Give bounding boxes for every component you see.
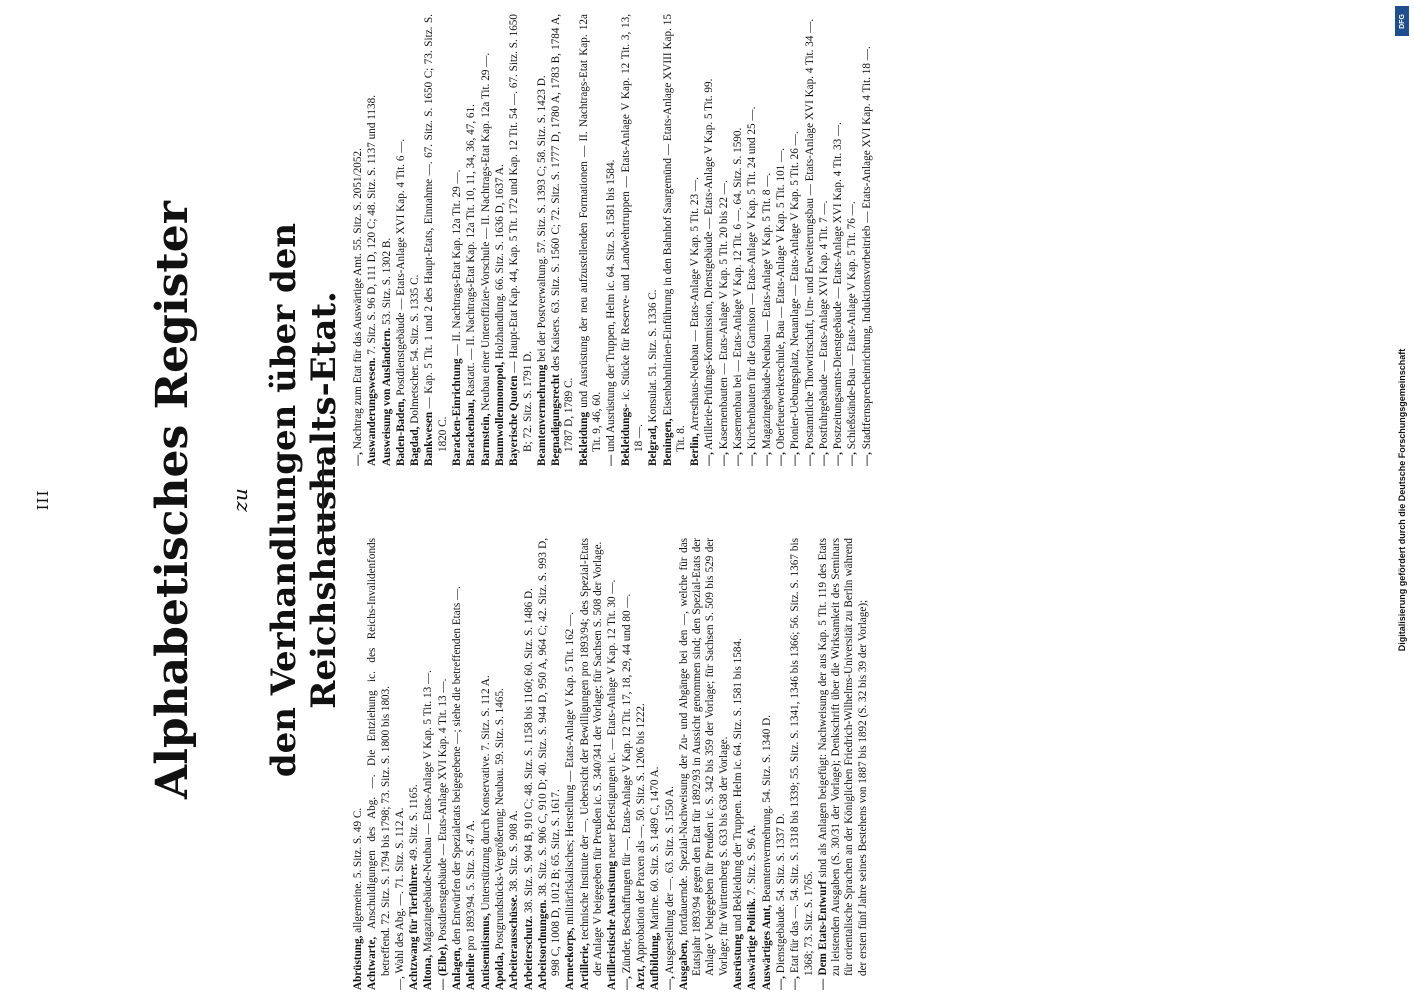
index-entry-text: Ausgestellung der —. 63. Sitz. S. 1550 A. [663,786,676,974]
index-entry [494,538,507,990]
index-entry [394,538,407,990]
index-entry-heading: —, [817,452,830,466]
index-entry-heading: Altona, [422,954,435,990]
index-entry [508,538,521,990]
index-entry-text: Dolmetscher. 54. Sitz. S. 1335 C. [409,274,422,424]
index-entry-text: Eisenbahnlinien-Einführung in den Bahnhof Saargemünd — Etats-Anlage XVIII Kap. 15 Tit. 8. [661,14,687,452]
index-entry [817,538,870,990]
index-entry-text: und Ausrüstung der Truppen, Helm ic. 64. Sitz. S. 1581 bis 1584. [605,159,618,453]
index-entry [649,538,662,990]
index-entry [775,14,788,466]
index-entry-text: sind als Anlagen beigefügt: Nachweisung der aus Kap. 5 Tit. 119 des Etats zu leistenden Ausgaben (S. 30/31 der Vorlage); Denkschrift über die Wirksamkeit des Seminars für orientalische Sprachen an der Königlichen Friedrich-Wilhelms-Universität zu Berlin während der ersten fünf Jahre seines Bestehens von 1887 bis 1892 (S. 32 bis 39 der Vorlage); [816,538,869,976]
index-entry-heading: Arbeiterausschüsse. [508,894,521,990]
index-entry [703,14,716,466]
index-entry-heading: Arbeitsordnungen. [536,899,549,990]
index-entry-text: und Bekleidung der Truppen. Helm ic. 64. Sitz. S. 1581 bis 1584. [732,638,745,932]
index-entry [846,14,859,466]
index-entry-text: Postdienstgebäude — Etats-Anlage XVI Kap. 4 Tit. 6 —. [394,138,407,396]
index-entry [832,14,845,466]
index-entry-text: Zünder, Beschaffungen für —. Etats-Anlage V Kap. 12 Tit. 17, 18, 29, 44 und 80 —. [620,593,633,974]
index-entry-heading: Bekleidungs- [619,403,632,466]
index-entry [366,538,393,990]
index-entry-heading: —, [746,452,759,466]
index-entry-heading: Berlin, [689,433,702,466]
index-entry-heading: Beamtenvermehrung [535,364,548,466]
index-entry-text: — II. Nachtrags-Etat Kap. 12a Tit. 29 —. [451,169,464,356]
index-entry-heading: Barmstein, [479,413,492,466]
index-entry [789,14,802,466]
index-entry-text: Magazingebäude-Neubau — Etats-Anlage V Kap. 5 Tit. 8 —. [760,172,773,450]
index-entry [437,538,450,990]
digitization-note-text: Digitalisierung gefördert durch die Deutsche Forschungsgemeinschaft [1397,348,1407,652]
index-entry-heading: Bayerische Quoten [508,375,521,466]
index-entry-heading: Artillerie, [578,943,591,990]
index-entry [732,14,745,466]
index-entry-text: 38. Sitz. S. 904 B, 910 C; 48. Sitz. S. 1158 bis 1160; 60. Sitz. S. 1486 D. [522,588,535,913]
index-entry-heading: — Dem Etats-Entwurf [816,880,829,990]
index-entry [480,14,493,466]
index-entry-text: 49. Sitz. S. 1165. [408,784,421,861]
index-entry [789,538,816,990]
dfg-logo-text: DFG [1398,13,1406,29]
index-entry-text: Konsulat. 51. Sitz. S. 1336 C. [647,289,660,423]
index-entry [861,14,874,466]
index-entry-text: Etat für das —. 54. Sitz. S. 1318 bis 1339; 55. Sitz. S. 1341, 1346 bis 1366; 56. Sitz. S. 1367 bis 1368; 73. Sitz. S. 1765. [789,538,815,976]
index-entry [746,538,759,990]
index-entry-text: Beamtenvermehrung. 54. Sitz. S. 1340 D. [760,715,773,903]
index-entry-heading: —, [860,452,873,466]
index-entry-text: neuer Befestigungen ic. — Etats-Anlage V Kap. 12 Tit. 30 —. [606,579,619,859]
index-entry-heading: Baracken-Einrichtung [451,358,464,466]
index-entry-text: 7. Sitz. S. 96 A. [746,824,759,896]
index-entry [395,14,408,466]
index-entry [620,14,647,466]
index-entry [662,14,689,466]
index-entry [451,538,464,990]
index-entry-heading: —, [760,452,773,466]
index-entry [578,14,605,466]
index-entry [366,14,379,466]
index-entry-heading: —, [717,452,730,466]
index-entry-text: Schießstände-Bau — Etats-Anlage V Kap. 5 Tit. 76 —. [846,201,859,450]
index-entry [508,14,535,466]
index-entry-text: Kasernenbau bei — Etats-Anlage V Kap. 12 Tit. 6 —. 64. Sitz. S. 1590. [732,127,745,450]
index-entry-heading: Artilleristische Ausrüstung [606,861,619,990]
index-entry [408,538,421,990]
index-entry-heading: —, [846,452,859,466]
index-entry [664,538,677,990]
title-divider [322,460,324,540]
index-entry-text: Neubau einer Unteroffizier-Vorschule — II. Nachtrags-Etat Kap. 12a Tit. 29 —. [479,52,492,411]
index-entry-text: Kirchenbauten für die Garnison — Etats-Anlage V Kap. 5 Tit. 24 und 25 —. [746,106,759,450]
index-entry [381,14,394,466]
index-entry-text: Postfuhrgebäude — Etats-Anlage XVI Kap. 4 Tit. 7 —. [817,200,830,450]
index-entry-heading: Baden-Baden, [394,398,407,466]
index-entry-text: —, Wahl des Abg. —. 71. Sitz. S. 112 A. [393,807,406,990]
index-entry-text: 38. Sitz. S. 908 A. [508,810,521,892]
index-entry-text: 53. Sitz. S. 1302 B. [380,237,393,325]
index-entry-heading: Auswärtige Politik. [746,898,759,990]
index-entry-heading: — (Elbe), [436,944,449,990]
index-entry [718,14,731,466]
index-entry-text: Marine. 60. Sitz. S. 1489 C, 1470 A. [649,766,662,930]
index-entry-heading: —, [774,976,787,990]
index-entry-heading: Bagdad, [409,426,422,466]
index-entry-heading: —, [774,452,787,466]
index-entry [480,538,493,990]
index-entry-heading: — [605,454,618,466]
index-entry-heading: Ausgaben, [677,939,690,990]
index-entry [422,538,435,990]
index-entry-heading: Achtwarte, [366,936,379,990]
index-entry-text: Pionier-Uebungsplatz, Neuanlage — Etats-Anlage V Kap. 5 Tit. 26 —. [789,131,802,450]
index-entry [523,538,536,990]
index-entry-text: allgemeine. 5. Sitz. S. 49 C. [352,807,364,933]
index-entry-text: Postgrundstücks-Vergrößerung; Neubau. 59. Sitz. S. 1465. [493,688,506,950]
index-entry-text: bei der Postverwaltung. 57. Sitz. S. 1393 C; 58. Sitz. S. 1423 D. [535,75,548,362]
index-entry [564,538,577,990]
index-entry-heading: —, [832,452,845,466]
index-entry-heading: Auswanderungswesen. [366,357,379,466]
index-entry [804,14,817,466]
index-entry-heading: —, [663,976,676,990]
index-entry-heading: Auswärtiges Amt, [760,904,773,990]
index-entry-heading: Beningen, [661,418,674,466]
index-entry-heading: Arbeiterschutz. [522,915,535,990]
index-entry [689,14,702,466]
index-entry [352,538,365,990]
index-entry-text: Oberfeuerwerkerschule, Bau — Etats-Anlage V Kap. 5 Tit. 101 —. [774,147,787,450]
index-entry [494,14,507,466]
index-entry-heading: Ausweisung von Ausländern. [380,327,393,466]
index-entry [761,14,774,466]
index-entry-text: Postzeitungsamts-Dienstgebäude — Etats-Anlage XVI Kap. 4 Tit. 33 —. [832,122,845,450]
dfg-logo [1395,6,1409,36]
index-entry-text: Rastatt. — II. Nachtrags-Etat Kap. 12a Tit. 10, 11, 34, 36, 47, 61. [465,104,478,397]
index-entry-text: Approbation der Praxen als —. 50. Sitz. S. 1206 bis 1222. [634,703,647,964]
index-entry [579,538,606,990]
index-entry [761,538,774,990]
index-entry-heading: —, [803,452,816,466]
index-entry-heading: Abrüstung, [352,935,364,990]
index-entry [621,538,634,990]
index-entry-text: Stadtfernsprecheinrichtung, Induktionsvorbeitrieb — Etats-Anlage XVI Kap. 4 Tit. 18 —. [860,46,873,450]
index-entry-text: den Entwürfen der Spezialetats beigegebene —; siehe die betreffenden Etats —. [451,586,464,945]
index-entry-text: Postdienstgebäude — Etats-Anlage XVI Kap. 4 Tit. 13 —. [436,678,449,942]
index-entry-heading: —, [789,452,802,466]
index-entry [647,14,660,466]
index-entry-text: — Haupt-Etat Kap. 44, Kap. 5 Tit. 172 und Kap. 12 Tit. 54 —. 67. Sitz. S. 1650 B; 72. Sitz. S. 1791 D. [508,14,534,452]
index-entry [465,538,478,990]
index-entry-heading: —, [703,452,716,466]
index-entry [465,14,478,466]
index-entry-heading: —, [352,452,364,466]
page-subtitle: den Verhandlungen über den Reichshaushalts-Etat. [264,222,344,778]
index-entry-text: fortdauernde. Spezial-Nachweisung der Zu- und Abgänge bei den —, welche für das Etatsjahr 1893/94 gegen den Etat für 1892/93 in Aussicht genommen sind; den Spezial-Etats der Anlage V beigegeben für Preußen ic. S. 342 bis 359 der Vorlage; für Sachsen S. 509 bis 529 der Vorlage; für Württemberg S. 633 bis 638 der Vorlage. [677,538,730,976]
index-entry [536,14,549,466]
index-entry-text: pro 1893/94. 5. Sitz. S. 47 A. [465,820,478,951]
index-entry [550,14,577,466]
index-entry [537,538,564,990]
index-entry-text: Unterstützung durch Konservative. 7. Sitz. S. 112 A. [479,675,492,911]
page-number: III [34,489,52,511]
index-entry-heading: Baumwollenmonopol, [493,361,506,466]
index-entry-text: Holzhandlung. 66. Sitz. S. 1636 D, 1637 A. [493,164,506,360]
index-entry-heading: Achtzwang für Tierführer. [408,863,421,990]
index-entry-text: und Ausrüstung der neu aufzustellenden Formationen — II. Nachtrags-Etat Kap. 12a Tit. 9, 46, 60. [577,14,604,452]
index-entry [678,538,731,990]
index-entry-heading: —, [732,452,745,466]
index-entry-heading: Barackenbau, [465,399,478,466]
page-title: Alphabetisches Register [147,201,198,799]
index-entry-text: ic. Stücke für Reserve- und Landwehrtruppen — Etats-Anlage V Kap. 12 Tit. 3, 13, 18 —. [619,14,645,452]
index-entry-text: — Kap. 5 Tit. 1 und 2 des Haupt-Etats, Einnahme —. 67. Sitz. S. 1650 C; 73. Sitz. S. 1820 C. [423,14,449,452]
index-entry-text: des Kaisers. 63. Sitz. S. 1560 C; 72. Sitz. S. 1777 D, 1780 A, 1783 B, 1784 A, 1787 D, 1789 C. [550,14,576,452]
index-entry-heading: Bekleidung [577,411,590,466]
index-entry [423,14,450,466]
index-entry-heading: Anleihe [465,953,478,990]
index-entry [451,14,464,466]
index-entry [746,14,759,466]
index-entry-heading: —, [789,976,802,990]
index-entry-heading: Belgrad, [647,425,660,466]
index-entry-heading: Bankwesen [423,411,436,466]
index-entry-text: Arresthaus-Neubau — Etats-Anlage V Kap. 5 Tit. 23 —. [689,177,702,432]
index-entry-text: Nachtrag zum Etat für das Auswärtige Amt. 55. Sitz. S. 2051/2052. [352,148,364,450]
index-entry-text: militärfiskalisches; Herstellung — Etats-Anlage V Kap. 5 Tit. 162 —. [564,611,577,925]
title-connector: zu [228,488,252,512]
index-entry-heading: —, [620,976,633,990]
index-entry [605,14,618,466]
index-entry-heading: Ausrüstung [732,934,745,990]
index-entry-text: Kasernenbauten — Etats-Anlage V Kap. 5 Tit. 20 bis 22 —. [717,180,730,450]
index-entry-heading: Apolda, [493,952,506,990]
index-entry [818,14,831,466]
index-entry-text: Dienstgebäude. 54. Sitz. S. 1337 D. [774,813,787,974]
digitization-note [1393,10,1411,990]
index-entry [352,14,365,466]
index-entry-heading: Begnadigungsrecht [550,374,563,466]
index-entry [732,538,745,990]
index-entry-text: Magazingebäude-Neubau — Etats-Anlage V Kap. 5 Tit. 13 —. [422,670,435,953]
index-entry-heading: Armeekorps, [564,927,577,990]
index-entry [606,538,619,990]
index-entry [409,14,422,466]
index-entry [635,538,648,990]
index-entry-heading: Anlagen, [451,947,464,990]
index-entry [775,538,788,990]
index-column-right [352,14,1392,466]
index-entry-heading: Aufbildung, [649,932,662,990]
index-entry-text: 38. Sitz. S. 906 C, 910 D; 40. Sitz. S. 944 D, 950 A, 964 C; 42. Sitz. S. 993 D, 998 C, 1008 D, 1012 B; 65. Sitz. S. 1617. [536,538,563,976]
index-entry-text: Artillerie-Prüfungs-Kommission, Dienstgebäude — Etats-Anlage V Kap. 5 Tit. 99. [703,78,716,450]
index-entry-text: technische Institute der —. Uebersicht der Bewilligungen pro 1893/94; des Spezial-Etats der Anlage V beigegeben für Preußen ic. S. 340/341 der Vorlage; für Sachsen S. 508 der Vorlage. [578,538,605,976]
index-entry-text: Anschuldigungen des Abg. —. Die Entziehung ic. des Reichs-Invalidenfonds betreffend. 72. Sitz. S. 1794 bis 1798; 73. Sitz. S. 1800 bis 1803. [366,538,392,976]
index-entry-text: 7. Sitz. S. 96 D, 111 D, 120 C; 48. Sitz. S. 1137 und 1138. [366,95,379,355]
index-entry-heading: Arzt, [634,965,647,990]
index-entry-heading: Antisemitismus, [479,913,492,990]
index-column-left [352,538,1392,990]
index-entry-text: Postamtliche Thorwirtschaft, Um- und Erweiterungsbau — Etats-Anlage XVI Kap. 4 Tit. 34 —. [803,18,816,450]
